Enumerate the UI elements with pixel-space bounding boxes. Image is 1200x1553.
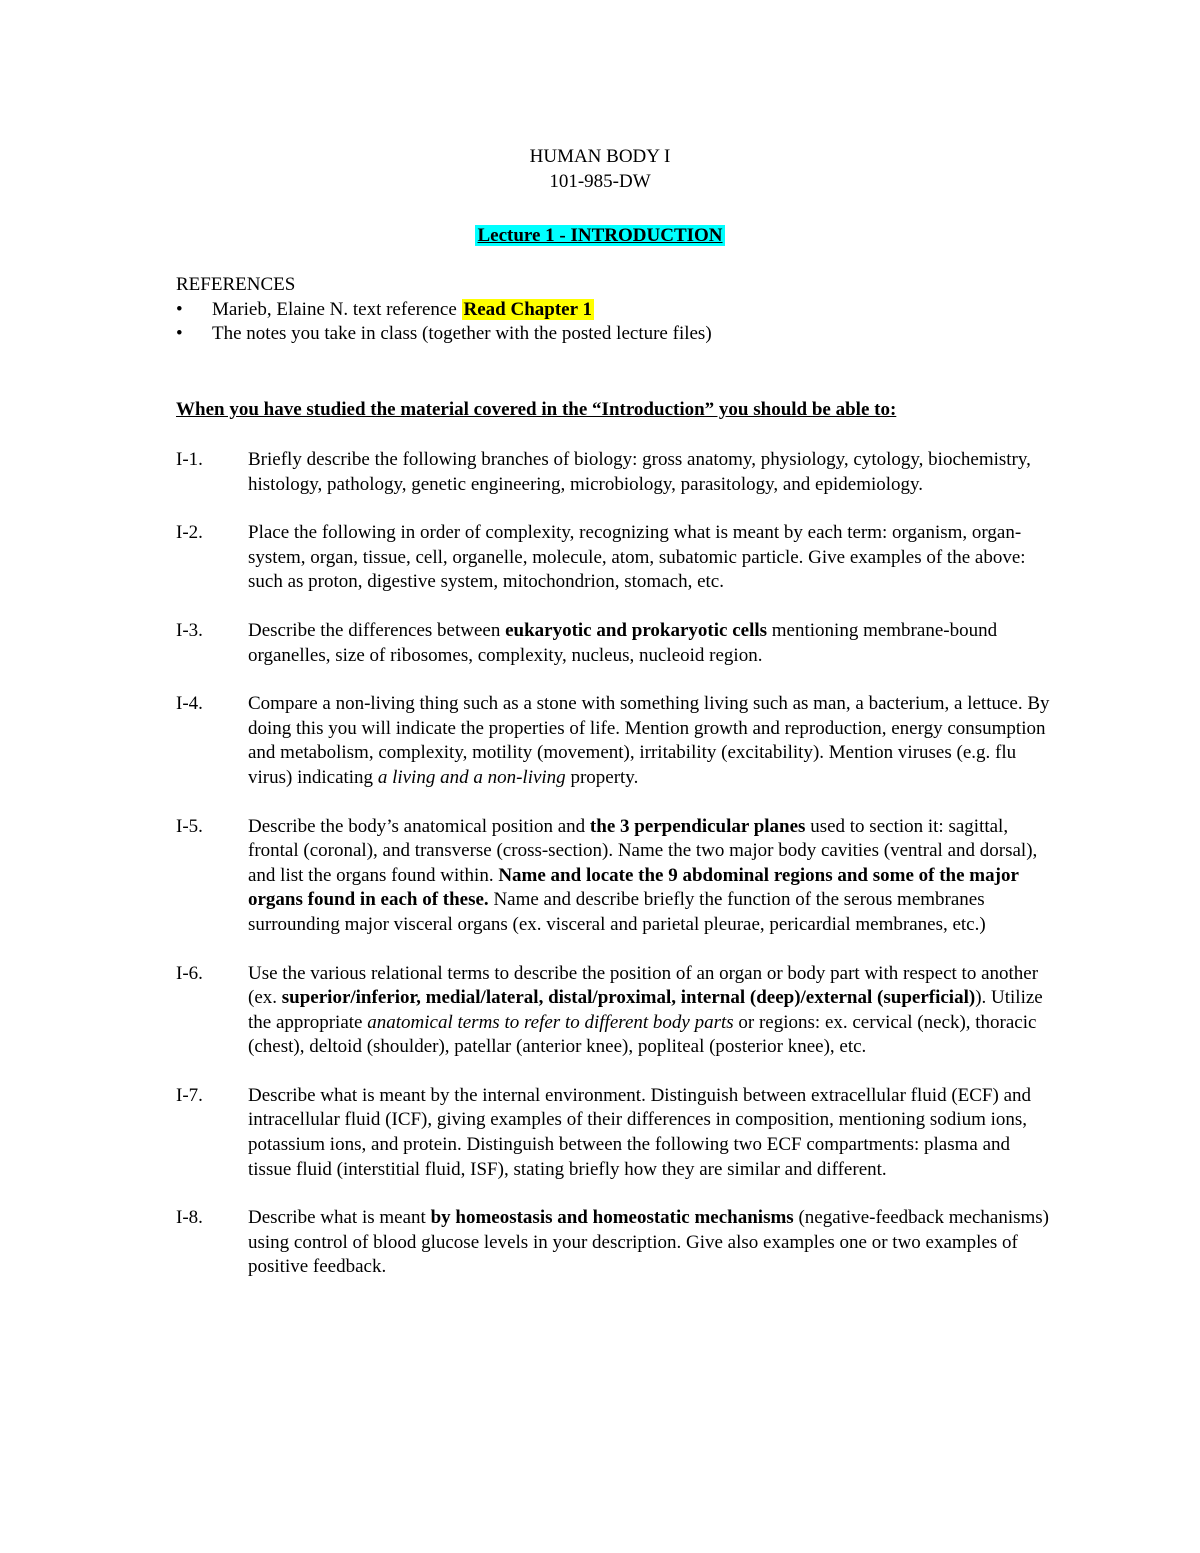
reference-item xyxy=(176,322,1076,347)
text-run: used to section it: sagittal, frontal (coronal), and transverse (cross-section). Name the two major body cavities (ventral and dorsal), and list the organs found within. xyxy=(248,815,1038,886)
objective-text xyxy=(248,521,1056,595)
text-run: Place the following in order of complexity, recognizing what is meant by each term: organism, organ-system, organ, tissue, cell, organelle, molecule, atom, subatomic particle. Give examples of the above: such as proton, digestive system, mitochondrion, stomach, etc. xyxy=(248,522,1026,593)
lecture-heading xyxy=(0,224,1200,249)
bold-phrase: by homeostasis and homeostatic mechanisms xyxy=(430,1207,794,1229)
course-title: HUMAN BODY I xyxy=(529,146,671,167)
objective-item xyxy=(176,815,1056,938)
references-heading: REFERENCES xyxy=(176,274,296,295)
objective-text xyxy=(248,448,1056,497)
bold-phrase: the 3 perpendicular planes xyxy=(589,815,806,837)
text-run: Use the various relational terms to describe the position of an organ or body part with respect to another (ex. xyxy=(248,962,1039,1009)
objective-text xyxy=(248,619,1056,668)
italic-phrase: anatomical terms to refer to different body parts xyxy=(367,1011,734,1033)
text-run: Describe what is meant xyxy=(248,1207,431,1229)
text-run: Briefly describe the following branches of biology: gross anatomy, physiology, cytology, biochemistry, histology, pathology, genetic engineering, microbiology, parasitology, and epidemiology. xyxy=(248,449,1031,495)
italic-phrase: a living and a non-living xyxy=(377,766,566,788)
text-run: (negative-feedback mechanisms) using control of blood glucose levels in your description. Give also examples one or two examples of positive feedback. xyxy=(248,1207,1050,1278)
text-run: Compare a non-living thing such as a stone with something living such as man, a bacterium, a lettuce. By doing this you will indicate the properties of life. Mention growth and reproduction, energy consumption and metabolism, complexity, motility (movement), irritability (excitability). Mention viruses (e.g. flu virus) indicating xyxy=(248,693,1050,788)
objective-text xyxy=(248,1084,1056,1182)
document-title-block xyxy=(0,144,1200,194)
text-run: ). Utilize the appropriate xyxy=(248,987,1043,1033)
objective-item xyxy=(176,692,1056,790)
reading-highlight: Read Chapter 1 xyxy=(463,298,592,320)
reference-item xyxy=(176,298,1076,323)
reference-text: The notes you take in class (together with the posted lecture files) xyxy=(212,323,712,345)
text-run: Describe what is meant by the internal environment. Distinguish between extracellular fluid (ECF) and intracellular fluid (ICF), giving examples of their differences in composition, mentioning sodium ions, potassium ions, and protein. Distinguish between the following two ECF compartments: plasma and tissue fluid (interstitial fluid, ISF), stating briefly how they are similar and different. xyxy=(248,1084,1031,1180)
text-run: Describe the body’s anatomical position and xyxy=(248,815,590,837)
objective-item xyxy=(176,1206,1056,1280)
text-run: mentioning membrane-bound organelles, size of ribosomes, complexity, nucleus, nucleoid region. xyxy=(248,619,998,666)
objective-text xyxy=(248,1206,1056,1280)
references-section xyxy=(176,273,1076,347)
objective-number: I-4. xyxy=(176,693,203,715)
course-code: 101-985-DW xyxy=(549,171,651,192)
objective-text xyxy=(248,815,1056,938)
objectives-intro: When you have studied the material covered in the “Introduction” you should be able to: xyxy=(176,399,897,420)
objective-item xyxy=(176,448,1056,497)
bullet-icon: • xyxy=(176,298,183,320)
objective-number: I-2. xyxy=(176,522,203,544)
objective-number: I-7. xyxy=(176,1084,203,1106)
objective-number: I-1. xyxy=(176,449,203,470)
text-run: property. xyxy=(565,766,639,788)
bold-phrase: eukaryotic and prokaryotic cells xyxy=(505,619,768,641)
text-run: Describe the differences between xyxy=(248,619,506,641)
reference-text: Marieb, Elaine N. text reference xyxy=(212,298,462,320)
bullet-icon: • xyxy=(176,323,183,345)
objective-number: I-5. xyxy=(176,815,203,837)
text-run: or regions: ex. cervical (neck), thoracic (chest), deltoid (shoulder), patellar (anterior knee), popliteal (posterior knee), etc. xyxy=(248,1011,1037,1058)
objective-number: I-3. xyxy=(176,619,203,641)
lecture-title: Lecture 1 - INTRODUCTION xyxy=(477,225,723,246)
bold-phrase: Name and locate the 9 abdominal regions and some of the major organs found in each of these. xyxy=(248,864,1019,911)
references-list xyxy=(176,298,1076,347)
objective-text xyxy=(248,962,1056,1060)
bold-phrase: superior/inferior, medial/lateral, distal/proximal, internal (deep)/external (superficial) xyxy=(281,987,976,1009)
objective-item xyxy=(176,1084,1056,1182)
objective-item xyxy=(176,619,1056,668)
objectives-list xyxy=(176,448,1056,1304)
objective-item xyxy=(176,962,1056,1060)
text-run: Name and describe briefly the function of the serous membranes surrounding major visceral organs (ex. visceral and parietal pleurae, pericardial membranes, etc.) xyxy=(248,889,986,935)
objective-text xyxy=(248,692,1056,790)
objective-item xyxy=(176,521,1056,595)
objective-number: I-6. xyxy=(176,962,203,984)
objective-number: I-8. xyxy=(176,1207,203,1229)
